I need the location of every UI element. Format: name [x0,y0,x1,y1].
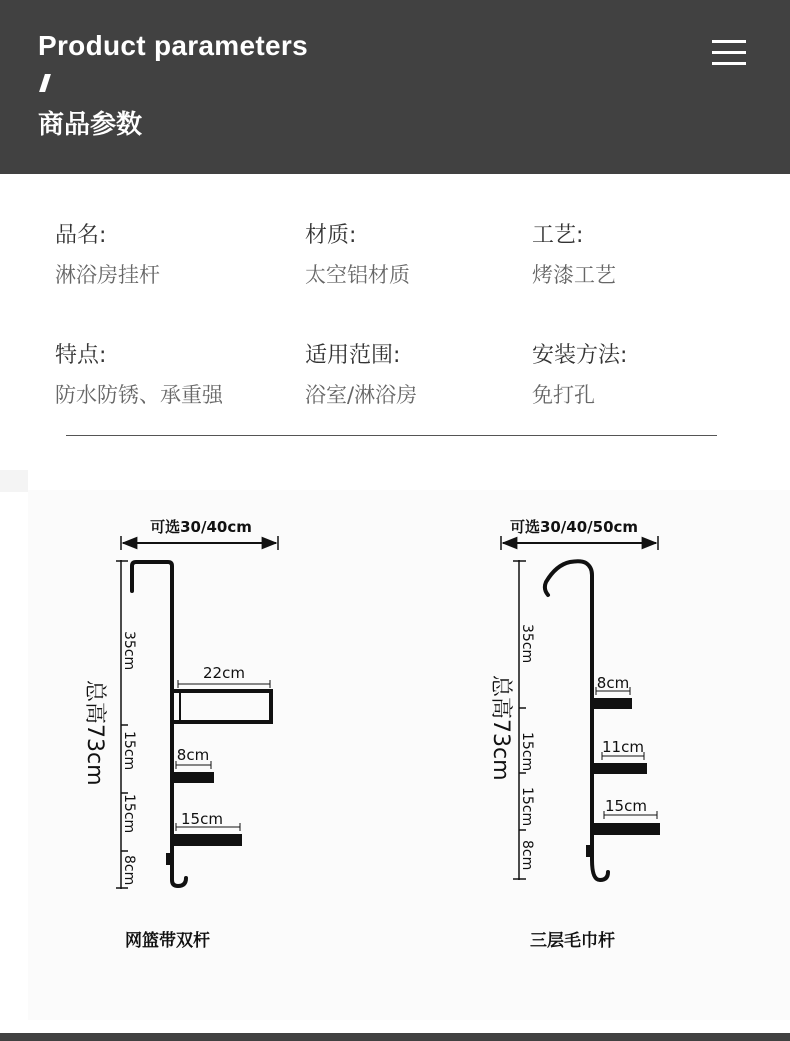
left-arm-label: 15cm [181,810,223,828]
right-diagram [488,518,660,880]
left-diagram-caption: 网篮带双杆 [125,931,210,951]
left-arm [172,772,214,783]
left-total-height: 总高73cm [82,680,107,786]
right-seg-label: 8cm [519,840,535,871]
param-label: 工艺: [532,223,584,248]
right-arm-label: 11cm [602,738,644,756]
param-value: 防水防锈、承重强 [55,383,223,407]
param-value: 免打孔 [532,383,595,407]
param-value: 太空铝材质 [305,263,410,287]
param-value: 淋浴房挂杆 [55,263,160,287]
left-seg-label: 15cm [121,794,137,834]
right-seg-label: 15cm [519,732,535,772]
right-seg-label: 15cm [519,787,535,827]
header-title-en: Product parameters [38,30,308,61]
param-label: 特点: [55,343,107,368]
right-width-label: 可选30/40/50cm [509,518,639,536]
param-value: 浴室/淋浴房 [305,383,418,407]
param-label: 材质: [305,223,357,248]
right-seg-label: 35cm [519,624,535,664]
param-label: 品名: [55,223,107,248]
left-seg-label: 35cm [121,631,137,671]
left-diagram [82,518,278,889]
left-arm [172,834,242,846]
param-label: 安装方法: [532,343,628,368]
left-arm-label: 22cm [203,664,245,682]
footer-bar [0,1033,790,1041]
param-value: 烤漆工艺 [532,263,616,287]
param-label: 适用范围: [305,343,401,368]
left-basket [172,691,271,722]
right-arm-label: 8cm [596,674,630,692]
right-arm [592,823,660,835]
left-width-label: 可选30/40cm [150,518,252,536]
right-arm [592,698,632,709]
right-total-height: 总高73cm [488,675,513,781]
left-seg-label: 8cm [121,855,137,886]
left-arm-label: 8cm [176,746,210,764]
header-title-cn: 商品参数 [38,110,143,140]
left-seg-label: 15cm [121,731,137,771]
right-diagram-caption: 三层毛巾杆 [530,931,615,951]
right-arm [592,763,647,774]
right-arm-label: 15cm [605,797,647,815]
